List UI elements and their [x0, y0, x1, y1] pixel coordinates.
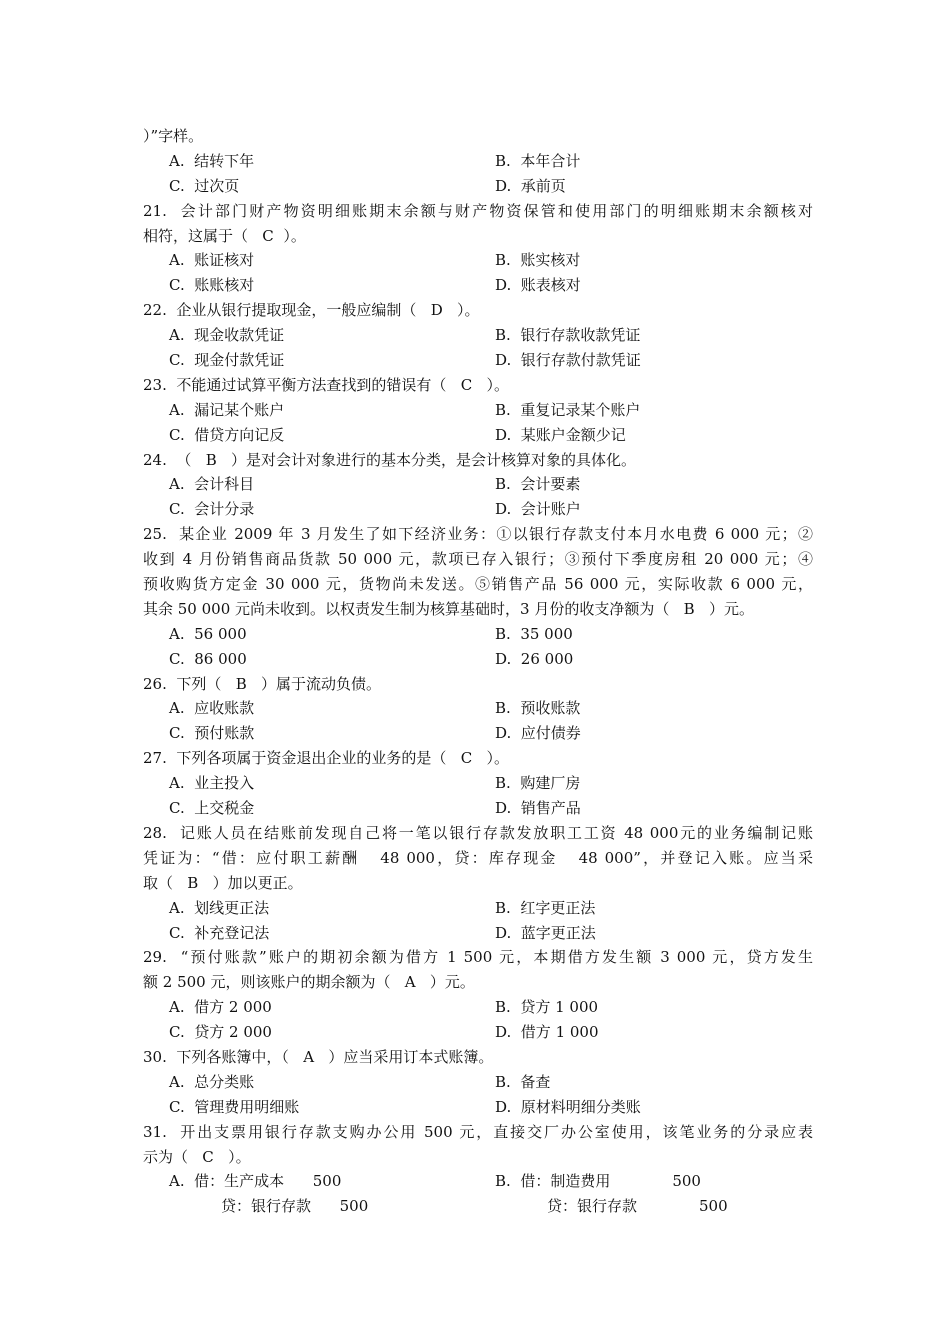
option-b: B. 红字更正法 — [495, 898, 596, 917]
question-stem-line: 其余 50 000 元尚未收到。以权责发生制为核算基础时，3 月份的收支净额为（ B ）元。 — [143, 599, 754, 618]
question-block — [143, 821, 813, 945]
options-row — [143, 995, 813, 1020]
options-row — [143, 1095, 813, 1120]
option-c: C. 补充登记法 — [169, 923, 270, 942]
option-d: D. 应付债券 — [495, 724, 581, 743]
option-a: A. 业主投入 — [169, 774, 255, 793]
question-stem-line: 25. 某企业 2009 年 3 月发生了如下经济业务：①以银行存款支付本月水电费 6 000 元；② — [143, 525, 813, 544]
options-row — [143, 921, 813, 946]
question-stem-line: 23. 不能通过试算平衡方法查找到的错误有（ C ）。 — [143, 375, 509, 394]
question-block — [143, 1045, 813, 1120]
option-a: A. 56 000 — [169, 624, 247, 643]
question-list — [143, 199, 813, 1120]
options-row — [143, 398, 813, 423]
question-stem-line: 30. 下列各账簿中，（ A ）应当采用订本式账簿。 — [143, 1047, 494, 1066]
question-stem-line: 26. 下列（ B ）属于流动负债。 — [143, 674, 382, 693]
option-b: B. 35 000 — [495, 624, 573, 643]
question-stem-line: 28. 记账人员在结账前发现自己将一笔以银行存款发放职工工资 48 000元的业务编制记账 — [143, 823, 813, 842]
option-b: B. 账实核对 — [495, 251, 581, 270]
option-c: C. 预付账款 — [169, 724, 255, 743]
options-row — [143, 348, 813, 373]
option-c: C. 管理费用明细账 — [169, 1097, 300, 1116]
option-a: A. 账证核对 — [169, 251, 255, 270]
option-c: C. 上交税金 — [169, 799, 255, 818]
option-b: B. 重复记录某个账户 — [495, 400, 641, 419]
option-c: C. 86 000 — [169, 649, 247, 668]
option-c: C. 借贷方向记反 — [169, 425, 285, 444]
option-a: A. 借方 2 000 — [169, 998, 272, 1017]
exam-page — [143, 124, 813, 1219]
question-block — [143, 298, 813, 373]
option-d: D. 借方 1 000 — [495, 1023, 599, 1042]
option-a-credit: 贷：银行存款 500 — [221, 1197, 369, 1216]
option-b: B. 购建厂房 — [495, 774, 581, 793]
question-31-stem-line-1: 31. 开出支票用银行存款支购办公用 500 元，直接交厂办公室使用，该笔业务的分录应表 — [143, 1122, 813, 1141]
question-stem-line: 21. 会计部门财产物资明细账期末余额与财产物资保管和使用部门的明细账期末余额核对 — [143, 201, 813, 220]
question-block — [143, 672, 813, 747]
option-a: A. 会计科目 — [169, 475, 255, 494]
question-20-options-row-2 — [143, 174, 813, 199]
question-stem-line: 额 2 500 元，则该账户的期余额为（ A ）元。 — [143, 973, 475, 992]
question-31-options-row-1 — [143, 1169, 813, 1194]
question-20-stem-tail: ）”字样。 — [143, 127, 204, 145]
option-b: B. 备查 — [495, 1072, 551, 1091]
option-b: B. 会计要素 — [495, 475, 581, 494]
option-a: A. 漏记某个账户 — [169, 400, 285, 419]
options-row — [143, 273, 813, 298]
option-a: A. 结转下年 — [169, 151, 255, 170]
option-d: D. 银行存款付款凭证 — [495, 351, 641, 370]
options-row — [143, 497, 813, 522]
question-block — [143, 945, 813, 1045]
option-a: A. 总分类账 — [169, 1072, 255, 1091]
options-row — [143, 423, 813, 448]
option-d: D. 蓝字更正法 — [495, 923, 596, 942]
question-stem-line: 29. “预付账款”账户的期初余额为借方 1 500 元，本期借方发生额 3 000 元，贷方发生 — [143, 948, 813, 967]
question-stem-line: 取（ B ）加以更正。 — [143, 873, 303, 892]
question-block — [143, 373, 813, 448]
question-block — [143, 746, 813, 821]
option-c: C. 贷方 2 000 — [169, 1023, 272, 1042]
option-d: D. 承前页 — [495, 176, 566, 195]
question-20-options-row-1 — [143, 149, 813, 174]
options-row — [143, 696, 813, 721]
question-31 — [143, 1120, 813, 1220]
question-block — [143, 199, 813, 299]
option-c: C. 现金付款凭证 — [169, 351, 285, 370]
question-stem-line: 相符，这属于（ C ）。 — [143, 226, 306, 245]
question-stem-line: 27. 下列各项属于资金退出企业的业务的是（ C ）。 — [143, 749, 509, 768]
option-d: D. 原材料明细分类账 — [495, 1097, 641, 1116]
option-b: B. 贷方 1 000 — [495, 998, 599, 1017]
option-d: D. 账表核对 — [495, 276, 581, 295]
option-b-credit: 贷：银行存款 500 — [547, 1197, 728, 1216]
question-stem-line: 24. （ B ）是对会计对象进行的基本分类，是会计核算对象的具体化。 — [143, 450, 637, 469]
option-d: D. 某账户金额少记 — [495, 425, 626, 444]
options-row — [143, 896, 813, 921]
options-row — [143, 1020, 813, 1045]
options-row — [143, 647, 813, 672]
question-stem-line: 预收购货方定金 30 000 元，货物尚未发送。⑤销售产品 56 000 元，实际收款 6 000 元， — [143, 575, 813, 594]
options-row — [143, 472, 813, 497]
option-d: D. 销售产品 — [495, 799, 581, 818]
option-a: A. 应收账款 — [169, 699, 255, 718]
option-d: D. 会计账户 — [495, 500, 581, 519]
question-31-stem-line-2: 示为（ C ）。 — [143, 1147, 251, 1166]
question-stem-line: 收到 4 月份销售商品货款 50 000 元，款项已存入银行；③预付下季度房租 20 000 元；④ — [143, 550, 813, 569]
option-b-debit: B. 借：制造费用 500 — [495, 1172, 701, 1191]
options-row — [143, 248, 813, 273]
options-row — [143, 771, 813, 796]
options-row — [143, 622, 813, 647]
option-a: A. 划线更正法 — [169, 898, 270, 917]
option-b: B. 预收账款 — [495, 699, 581, 718]
option-d: D. 26 000 — [495, 649, 574, 668]
options-row — [143, 796, 813, 821]
option-c: C. 会计分录 — [169, 500, 255, 519]
option-c: C. 账账核对 — [169, 276, 255, 295]
options-row — [143, 721, 813, 746]
option-c: C. 过次页 — [169, 176, 240, 195]
question-31-options-row-2 — [143, 1194, 813, 1219]
question-block — [143, 522, 813, 671]
options-row — [143, 323, 813, 348]
question-stem-line: 凭证为：“借：应付职工薪酬 48 000，贷：库存现金 48 000”，并登记入账。应当采 — [143, 848, 813, 867]
options-row — [143, 1070, 813, 1095]
option-a: A. 现金收款凭证 — [169, 326, 285, 345]
option-b: B. 银行存款收款凭证 — [495, 326, 641, 345]
question-stem-line: 22. 企业从银行提取现金，一般应编制（ D ）。 — [143, 301, 480, 320]
option-a-debit: A. 借：生产成本 500 — [169, 1172, 342, 1191]
option-b: B. 本年合计 — [495, 151, 581, 170]
question-block — [143, 448, 813, 523]
